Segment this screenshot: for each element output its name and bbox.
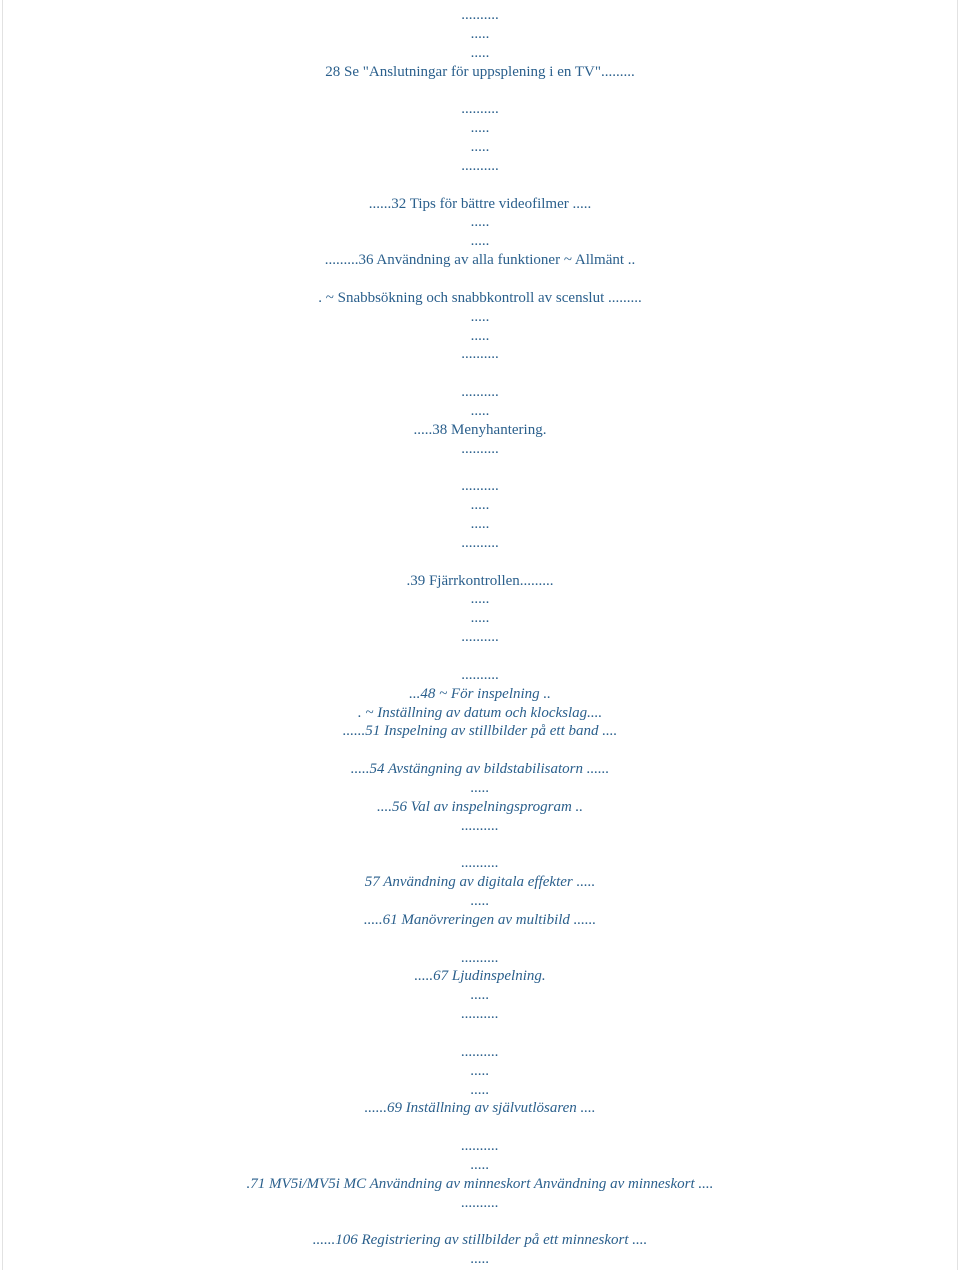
toc-line: ...48 ~ För inspelning .. (409, 685, 551, 702)
blank-line (0, 647, 960, 666)
toc-line: .......... (461, 1043, 499, 1060)
toc-line: .......... (461, 629, 499, 646)
toc-line: ..... (470, 120, 490, 137)
toc-line: ......32 Tips för bättre videofilmer ..... (368, 195, 592, 212)
toc-line: .....61 Manövreringen av multibild ...... (363, 911, 597, 928)
toc-line: ..... (470, 233, 490, 250)
toc-line: ..... (470, 893, 490, 909)
toc-line: .....38 Menyhantering. (413, 421, 547, 438)
toc-line: ..... (470, 214, 490, 231)
toc-line: ..... (470, 1081, 490, 1098)
toc-line: ..... (470, 987, 490, 1004)
toc-line: ..... (470, 779, 490, 796)
toc-line: .......... (461, 534, 499, 551)
blank-line (0, 270, 960, 289)
toc-line: . ~ Inställning av datum och klockslag.... (357, 704, 603, 721)
blank-line (0, 81, 960, 100)
toc-line: ..... (470, 516, 490, 532)
toc-line: ..... (470, 1251, 490, 1268)
toc-line: .......... (461, 949, 499, 966)
toc-line: ..... (470, 308, 490, 325)
toc-line: 57 Användning av digitala effekter ..... (364, 874, 596, 891)
toc-line: ......51 Inspelning av stillbilder på ett band .... (342, 723, 618, 740)
blank-line (0, 1118, 960, 1137)
toc-line: .......... (461, 666, 499, 683)
toc-line: .71 MV5i/MV5i MC Användning av minneskort Användning av minneskort .... (246, 1175, 714, 1192)
blank-line (0, 741, 960, 760)
toc-line: .......... (461, 817, 499, 834)
toc-line: ..... (470, 25, 490, 42)
toc-line: .......... (461, 1194, 499, 1211)
toc-line: 28 Se "Anslutningar för uppsplening i en TV"......... (325, 63, 635, 80)
toc-line: .......... (461, 440, 499, 457)
blank-line (0, 553, 960, 572)
toc-line: .......... (461, 384, 499, 400)
toc-line: .......... (461, 7, 499, 23)
toc-line: ..... (470, 139, 490, 155)
toc-line: ....56 Val av inspelningsprogram .. (376, 798, 584, 815)
toc-line: .......... (461, 478, 499, 495)
toc-line: .39 Fjärrkontrollen......... (406, 572, 554, 589)
toc-line: . ~ Snabbsökning och snabbkontroll av scenslut ......... (318, 289, 642, 306)
blank-line (0, 930, 960, 949)
toc-line: .........36 Användning av alla funktioner ~ Allmänt .. (324, 252, 636, 269)
blank-line (0, 1024, 960, 1043)
toc-line: .......... (461, 1006, 499, 1023)
toc-line: ..... (470, 402, 490, 419)
toc-line: .....54 Avstängning av bildstabilisatorn ...... (350, 761, 610, 777)
toc-line: ..... (470, 44, 490, 61)
blank-line (0, 1212, 960, 1231)
toc-line: .......... (461, 855, 499, 872)
blank-line (0, 176, 960, 195)
toc-line: ..... (470, 610, 490, 627)
toc-line: ..... (470, 1062, 490, 1079)
toc-line: .....67 Ljudinspelning. (414, 968, 546, 985)
toc-line: ..... (470, 327, 490, 344)
blank-line (0, 364, 960, 383)
toc-line: .......... (461, 346, 499, 363)
toc-line: ..... (470, 497, 490, 514)
toc-line: ......106 Registriering av stillbilder på ett minneskort .... (312, 1232, 648, 1249)
blank-line (0, 835, 960, 854)
toc-line: ..... (470, 591, 490, 608)
toc-line: .......... (461, 101, 499, 118)
toc-line: ......69 Inställning av självutlösaren .... (364, 1100, 596, 1117)
toc-line: .......... (461, 1138, 499, 1154)
toc-line: .......... (461, 157, 499, 174)
toc-line: ..... (470, 1156, 490, 1173)
blank-line (0, 458, 960, 477)
